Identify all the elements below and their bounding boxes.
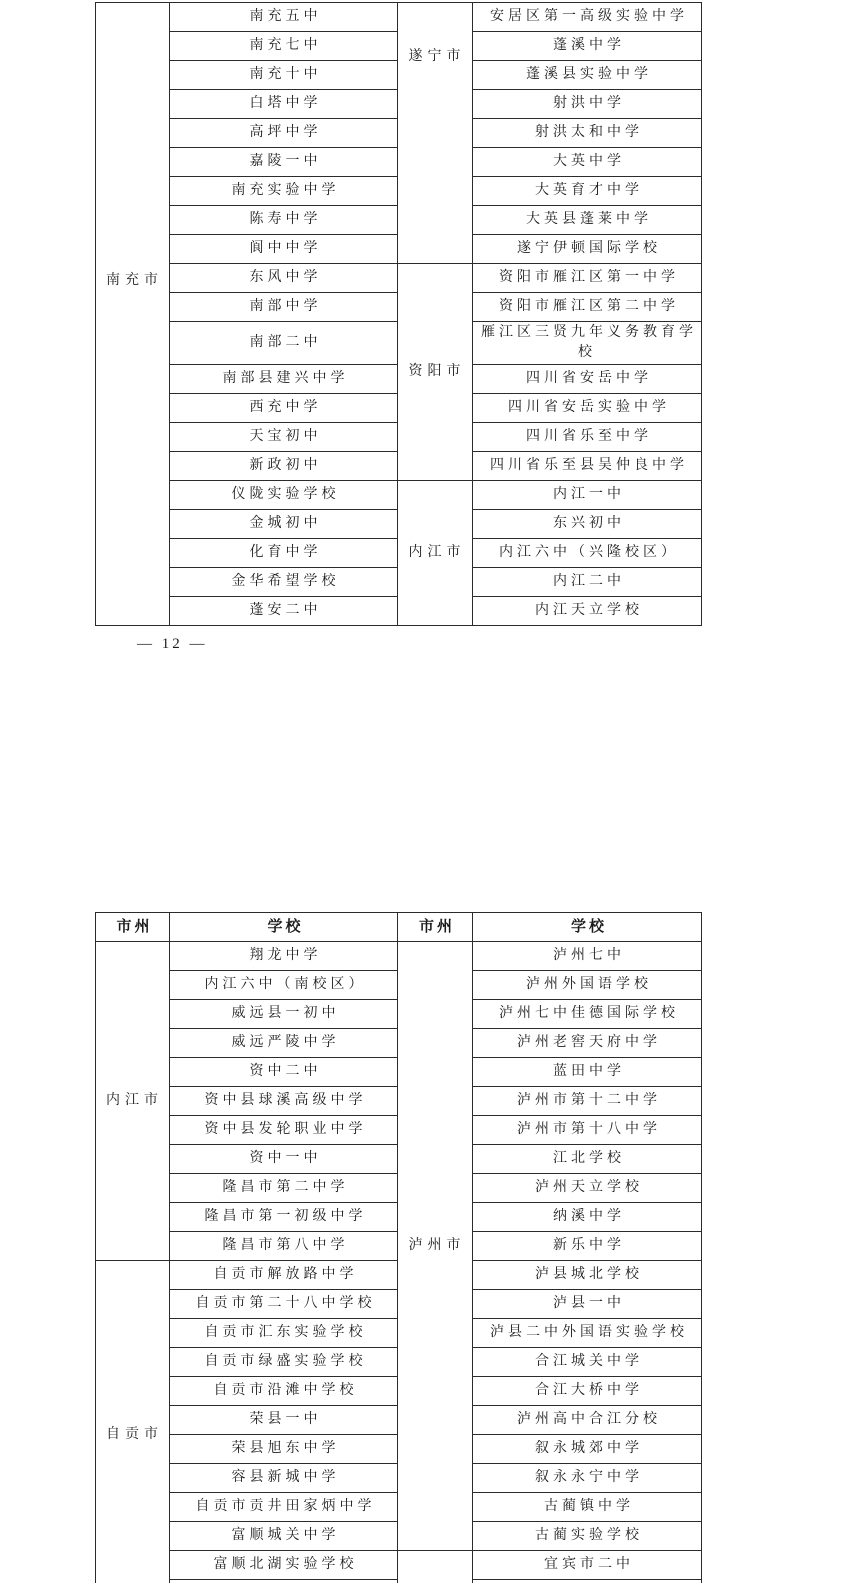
school-cell: 叙永永宁中学 (473, 1464, 702, 1493)
school-cell: 白塔中学 (170, 90, 398, 119)
school-cell: 四川省乐至中学 (473, 423, 702, 452)
school-cell: 翔龙中学 (170, 942, 398, 971)
school-cell: 自贡市汇东实验学校 (170, 1319, 398, 1348)
city-cell: 资阳市 (398, 264, 473, 481)
school-cell: 古蔺实验学校 (473, 1522, 702, 1551)
school-cell: 金华希望学校 (170, 568, 398, 597)
school-cell: 容县新城中学 (170, 1464, 398, 1493)
school-cell: 资中县球溪高级中学 (170, 1087, 398, 1116)
school-cell: 南部二中 (170, 322, 398, 365)
school-cell: 泸县城北学校 (473, 1261, 702, 1290)
school-cell: 东风中学 (170, 264, 398, 293)
page-number: — 12 — (137, 636, 208, 652)
school-cell: 天宝初中 (170, 423, 398, 452)
school-cell: 内江六中（南校区） (170, 971, 398, 1000)
school-cell: 泸州天立学校 (473, 1174, 702, 1203)
school-cell: 古蔺镇中学 (473, 1493, 702, 1522)
school-cell: 自贡市贡井田家炳中学 (170, 1493, 398, 1522)
school-cell: 资阳市雁江区第二中学 (473, 293, 702, 322)
city-cell: 泸州市 (398, 942, 473, 1551)
school-cell: 金城初中 (170, 510, 398, 539)
school-cell: 南充七中 (170, 32, 398, 61)
school-cell: 纳溪中学 (473, 1203, 702, 1232)
school-cell: 四川省安岳中学 (473, 365, 702, 394)
city-cell (398, 1551, 473, 1583)
school-cell: 大英育才中学 (473, 177, 702, 206)
school-cell: 资中二中 (170, 1058, 398, 1087)
city-cell: 内江市 (96, 942, 170, 1261)
header-city-right: 市州 (398, 913, 473, 942)
school-cell: 阆中中学 (170, 235, 398, 264)
school-cell: 射洪中学 (473, 90, 702, 119)
school-cell: 威远县一初中 (170, 1000, 398, 1029)
school-cell: 泸州外国语学校 (473, 971, 702, 1000)
school-cell: 自贡市解放路中学 (170, 1261, 398, 1290)
school-table-continuation (95, 2, 702, 626)
school-cell: 富顺城关中学 (170, 1522, 398, 1551)
school-table (95, 912, 702, 1583)
school-cell: 内江六中（兴隆校区） (473, 539, 702, 568)
school-cell: 宜宾市二中 (473, 1551, 702, 1580)
school-cell: 新政初中 (170, 452, 398, 481)
school-cell: 雁江区三贤九年义务教育学校 (473, 322, 702, 365)
school-cell: 江北学校 (473, 1145, 702, 1174)
school-cell: 荣县旭东中学 (170, 1435, 398, 1464)
school-cell: 合江城关中学 (473, 1348, 702, 1377)
school-cell: 蓝田中学 (473, 1058, 702, 1087)
school-cell: 蓬安二中 (170, 597, 398, 626)
school-cell: 泸县二中外国语实验学校 (473, 1319, 702, 1348)
school-cell (473, 1580, 702, 1583)
city-cell: 遂宁市 (398, 3, 473, 264)
school-cell: 高坪中学 (170, 119, 398, 148)
school-cell: 泸州七中 (473, 942, 702, 971)
school-cell: 隆昌市第八中学 (170, 1232, 398, 1261)
school-cell: 泸州高中合江分校 (473, 1406, 702, 1435)
school-cell: 大英县蓬莱中学 (473, 206, 702, 235)
header-school-left: 学校 (170, 913, 398, 942)
school-cell: 南充实验中学 (170, 177, 398, 206)
school-cell: 泸州市第十八中学 (473, 1116, 702, 1145)
school-cell: 蓬溪县实验中学 (473, 61, 702, 90)
school-cell: 遂宁伊顿国际学校 (473, 235, 702, 264)
school-cell: 泸州七中佳德国际学校 (473, 1000, 702, 1029)
header-school-right: 学校 (473, 913, 702, 942)
school-cell: 合江大桥中学 (473, 1377, 702, 1406)
school-cell: 隆昌市第二中学 (170, 1174, 398, 1203)
school-cell: 南部县建兴中学 (170, 365, 398, 394)
school-cell: 威远严陵中学 (170, 1029, 398, 1058)
school-cell: 叙永城郊中学 (473, 1435, 702, 1464)
school-cell: 自贡市沿滩中学校 (170, 1377, 398, 1406)
school-cell: 安居区第一高级实验中学 (473, 3, 702, 32)
school-cell: 西充中学 (170, 394, 398, 423)
school-cell: 四川省乐至县吴仲良中学 (473, 452, 702, 481)
school-cell: 东兴初中 (473, 510, 702, 539)
city-cell: 南充市 (96, 3, 170, 626)
school-cell: 荣县一中 (170, 1406, 398, 1435)
school-cell: 化育中学 (170, 539, 398, 568)
school-cell: 资中一中 (170, 1145, 398, 1174)
school-cell: 蓬溪中学 (473, 32, 702, 61)
school-cell: 自贡市绿盛实验学校 (170, 1348, 398, 1377)
school-cell: 南充十中 (170, 61, 398, 90)
school-cell: 内江一中 (473, 481, 702, 510)
school-cell: 资阳市雁江区第一中学 (473, 264, 702, 293)
school-cell: 大英中学 (473, 148, 702, 177)
school-cell: 嘉陵一中 (170, 148, 398, 177)
school-cell: 四川省安岳实验中学 (473, 394, 702, 423)
city-cell: 自贡市 (96, 1261, 170, 1583)
school-cell: 南部中学 (170, 293, 398, 322)
school-cell: 自贡市第二十八中学校 (170, 1290, 398, 1319)
school-cell: 泸州老窖天府中学 (473, 1029, 702, 1058)
school-cell: 内江天立学校 (473, 597, 702, 626)
school-cell: 仪陇实验学校 (170, 481, 398, 510)
school-cell: 射洪太和中学 (473, 119, 702, 148)
header-city-left: 市州 (96, 913, 170, 942)
school-cell: 内江二中 (473, 568, 702, 597)
school-cell: 资中县发轮职业中学 (170, 1116, 398, 1145)
school-cell: 泸州市第十二中学 (473, 1087, 702, 1116)
school-cell: 富顺北湖实验学校 (170, 1551, 398, 1580)
city-cell: 内江市 (398, 481, 473, 626)
school-cell: 新乐中学 (473, 1232, 702, 1261)
school-cell (170, 1580, 398, 1583)
school-cell: 南充五中 (170, 3, 398, 32)
school-cell: 泸县一中 (473, 1290, 702, 1319)
school-cell: 陈寿中学 (170, 206, 398, 235)
school-cell: 隆昌市第一初级中学 (170, 1203, 398, 1232)
